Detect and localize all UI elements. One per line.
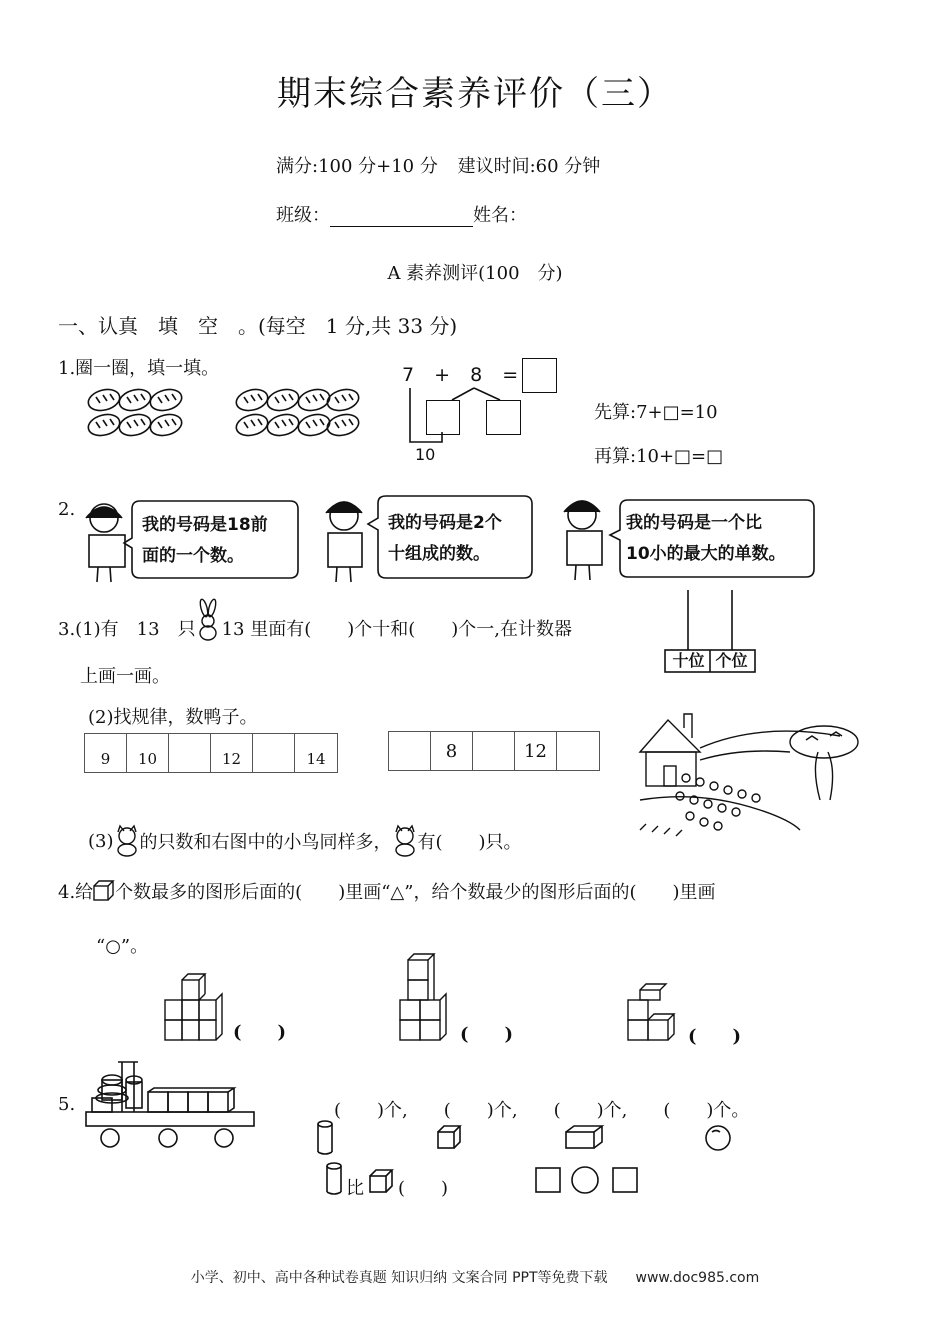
bread-icon — [265, 386, 301, 414]
cuboid-icon — [566, 1126, 602, 1148]
q3-part1-a: 3.(1)有 13 只 — [58, 619, 196, 640]
eq-result-box[interactable] — [522, 358, 557, 393]
q3-part3 — [88, 826, 522, 856]
q3-part3-a: (3) — [88, 830, 114, 852]
part1-heading: 一、认真 填 空 。(每空 1 分,共 33 分) — [58, 314, 458, 338]
q1-step2: 再算:10+□=□ — [594, 446, 724, 467]
compare-text: 比 — [346, 1178, 364, 1199]
q3-part3-b: 的只数和右图中的小鸟同样多， — [139, 832, 392, 853]
q1-ten: 10 — [415, 445, 436, 464]
q1-prompt: 1.圈一圈，填一填。 — [58, 358, 220, 379]
q3-part1-b: 13 里面有( )个十和( )个一,在计数器 — [221, 619, 573, 640]
seq1-cell[interactable]: 14 — [306, 750, 326, 768]
cube-icon — [438, 1126, 460, 1148]
split-box-left[interactable] — [426, 400, 460, 435]
footer-text: 小学、初中、高中各种试卷真题 知识归纳 文案合同 PPT等免费下载 www.doc985.com — [190, 1270, 760, 1286]
seq1-cell[interactable] — [253, 734, 295, 772]
class-blank[interactable] — [330, 226, 473, 227]
suggested-time: 建议时间:60 分钟 — [457, 156, 601, 177]
full-score: 满分:100 分+10 分 — [276, 156, 438, 177]
q3-part2: (2)找规律，数鸭子。 — [88, 707, 258, 728]
split-box-right[interactable] — [486, 400, 521, 435]
cat-icon — [392, 826, 418, 856]
bread-icon — [296, 411, 332, 439]
cube-figure-1 — [165, 974, 222, 1040]
answer-paren-2[interactable]: ( ) — [460, 1024, 514, 1045]
page-title: 期末综合素养评价（三） — [277, 74, 673, 114]
rabbit-icon — [196, 604, 222, 644]
bread-icon — [117, 411, 153, 439]
cube-figure-3 — [628, 984, 674, 1040]
count-sphere[interactable]: ( )个。 — [663, 1100, 750, 1121]
q4-line2: “○”。 — [96, 936, 149, 957]
class-label: 班级： — [276, 205, 330, 226]
speech-3-line-1: 我的号码是一个比 — [626, 513, 762, 533]
seq2-cell[interactable] — [473, 732, 515, 770]
eq-plus: + — [434, 364, 451, 386]
house-roof — [640, 720, 700, 752]
speech-2-line-2: 十组成的数。 — [388, 544, 490, 564]
seq2-cell[interactable]: 8 — [431, 732, 473, 770]
cylinder-icon — [318, 1121, 332, 1154]
name-label: 姓名： — [473, 205, 527, 226]
section-a-heading: A 素养测评(100 分) — [387, 263, 563, 284]
bread-group-left — [86, 386, 184, 439]
count-cylinder[interactable]: ( )个, — [334, 1100, 408, 1121]
seq1-cell[interactable]: 9 — [85, 734, 127, 772]
q1-equation — [402, 364, 518, 386]
duck-icons — [676, 774, 760, 830]
bread-icon — [325, 386, 361, 414]
speech-1-line-1: 我的号码是18前 — [142, 515, 268, 535]
eq-b: 8 — [470, 364, 483, 386]
seq2-cell[interactable]: 12 — [515, 732, 557, 770]
speech-text-1 — [142, 510, 268, 572]
speech-text-2 — [388, 508, 502, 570]
answer-paren-3[interactable]: ( ) — [688, 1026, 742, 1047]
circle-answer — [572, 1167, 598, 1193]
speech-2-line-1: 我的号码是2个 — [388, 513, 502, 533]
seq1-cell[interactable]: 12 — [211, 734, 253, 772]
bread-icon — [296, 386, 332, 414]
count-cuboid[interactable]: ( )个, — [553, 1100, 628, 1121]
compare-paren[interactable]: ( ) — [398, 1178, 449, 1199]
answer-paren-1[interactable]: ( ) — [233, 1022, 287, 1043]
sequence-grid-2 — [388, 731, 600, 771]
bread-group-right — [234, 386, 361, 439]
q4-line1 — [58, 878, 716, 904]
child-figure-1 — [86, 504, 125, 582]
bread-icon — [148, 386, 184, 414]
q4-line1-a: 4.给 — [58, 882, 94, 903]
score-info — [276, 152, 600, 178]
house-chimney — [684, 714, 692, 738]
bread-icon — [117, 386, 153, 414]
child-figure-3 — [564, 501, 602, 580]
q1-step1: 先算:7+□=10 — [594, 402, 718, 423]
house-door — [664, 766, 676, 786]
seq1-cell[interactable]: 10 — [127, 734, 169, 772]
speech-text-3 — [626, 508, 786, 570]
cube-icon — [93, 880, 115, 902]
q3-part3-c: 有( )只。 — [417, 832, 522, 853]
bread-icon — [234, 411, 270, 439]
square-answer-1 — [536, 1168, 560, 1192]
ground-line — [640, 797, 800, 830]
tree-birds — [806, 732, 842, 740]
q5-number: 5. — [58, 1094, 76, 1115]
eq-a: 7 — [402, 364, 415, 386]
q4-line1-b: 个数最多的图形后面的( )里画“△”，给个数最少的图形后面的( )里画 — [115, 882, 716, 903]
seq2-cell[interactable] — [389, 732, 431, 770]
q2-number: 2. — [58, 499, 76, 520]
house-body — [646, 752, 696, 786]
bread-icon — [265, 411, 301, 439]
child-figure-2 — [326, 502, 362, 582]
tree-trunk — [815, 752, 832, 800]
bread-icon — [325, 411, 361, 439]
eq-equals: = — [502, 364, 519, 386]
river-line — [700, 751, 790, 760]
speech-1-line-2: 面的一个数。 — [142, 546, 244, 566]
square-answer-2 — [613, 1168, 637, 1192]
student-info — [276, 201, 527, 227]
cylinder-icon-compare — [327, 1163, 341, 1194]
tree-crown — [790, 726, 858, 758]
sphere-icon — [706, 1126, 730, 1150]
speech-3-line-2: 10小的最大的单数。 — [626, 544, 786, 564]
abacus-ones-label: 个位 — [715, 651, 748, 670]
count-cube[interactable]: ( )个, — [443, 1100, 518, 1121]
bread-icon — [148, 411, 184, 439]
grass-marks — [640, 824, 682, 836]
abacus-labels — [667, 650, 753, 672]
cube-figure-2 — [400, 954, 446, 1040]
hill-line — [700, 731, 840, 748]
sequence-grid-1 — [84, 733, 338, 773]
bread-icon — [86, 411, 122, 439]
cube-icon-compare — [370, 1170, 392, 1192]
cat-icon — [114, 826, 140, 856]
q3-part1-line1 — [58, 610, 572, 650]
abacus-tens-label: 十位 — [672, 651, 705, 670]
seq2-cell[interactable] — [557, 732, 599, 770]
q3-part1-line2: 上画一画。 — [80, 666, 170, 687]
seq1-cell[interactable] — [169, 734, 211, 772]
q5-count-row — [334, 1096, 749, 1122]
bread-icon — [86, 386, 122, 414]
bread-icon — [234, 386, 270, 414]
